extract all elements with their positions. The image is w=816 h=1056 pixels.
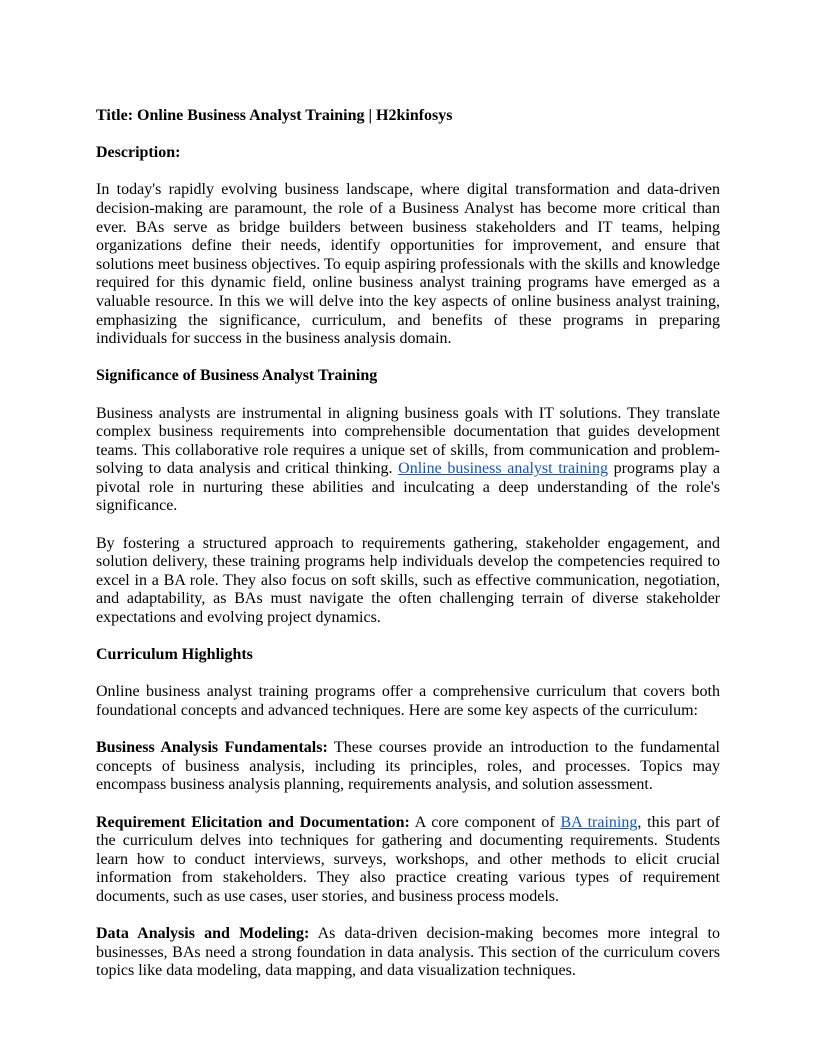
- hyperlink[interactable]: BA training: [560, 813, 638, 831]
- intro-paragraph: [96, 181, 720, 348]
- document-body: [96, 107, 720, 981]
- significance-paragraph-1: [96, 405, 720, 517]
- significance-heading: [96, 367, 720, 386]
- text-run: , this part of the curriculum delves into techniques for gathering and documenting requirements. Students learn how to conduct interviews, surveys, workshops, and other methods to elicit crucial information from stakeholders. They also practice creating various types of requirement documents, such as use cases, user stories, and business process models.: [96, 813, 721, 905]
- significance-paragraph-2: [96, 535, 720, 628]
- hyperlink[interactable]: Online business analyst training: [398, 460, 608, 478]
- curriculum-heading: [96, 646, 720, 665]
- text-run: A core component of: [409, 813, 561, 831]
- bold-text-run: Data Analysis and Modeling:: [96, 925, 310, 943]
- text-run: These courses provide an introduction to the fundamental concepts of business analysis, including its principles, roles, and processes. Topics may encompass business analysis planning, requirements analysis, and solution assessment.: [96, 739, 721, 794]
- doc-title: [96, 107, 720, 126]
- elicitation-paragraph: [96, 814, 720, 907]
- text-run: Business analysts are instrumental in aligning business goals with IT solutions. They translate complex business requirements into comprehensible documentation that guides development teams. This collaborative role requires a unique set of skills, from communication and problem-solving to data analysis and critical thinking.: [96, 404, 720, 478]
- curriculum-intro-paragraph: [96, 683, 720, 720]
- bold-text-run: Significance of Business Analyst Training: [96, 367, 378, 385]
- bold-text-run: Title: Online Business Analyst Training | H2kinfosys: [96, 107, 453, 124]
- text-run: In today's rapidly evolving business landscape, where digital transformation and data-driven decision-making are paramount, the role of a Business Analyst has become more critical than ever. BAs serve as bridge builders between business stakeholders and IT teams, helping organizations define their needs, identify opportunities for improvement, and ensure that solutions meet business objectives. To equip aspiring professionals with the skills and knowledge required for this dynamic field, online business analyst training programs have emerged as a valuable resource. In this we will delve into the key aspects of online business analyst training, emphasizing the significance, curriculum, and benefits of these programs in preparing individuals for success in the business analysis domain.: [96, 181, 720, 348]
- data-analysis-paragraph: [96, 925, 720, 981]
- text-run: By fostering a structured approach to requirements gathering, stakeholder engagement, and solution delivery, these training programs help individuals develop the competencies required to excel in a BA role. They also focus on soft skills, such as effective communication, negotiation, and adaptability, as BAs must navigate the often challenging terrain of diverse stakeholder expectations and evolving project dynamics.: [96, 534, 720, 627]
- text-run: programs play a pivotal role in nurturing these abilities and inculcating a deep understanding of the role's significance.: [96, 460, 721, 515]
- description-label: [96, 144, 720, 163]
- bold-text-run: Business Analysis Fundamentals:: [96, 739, 328, 757]
- bold-text-run: Requirement Elicitation and Documentation:: [96, 813, 410, 831]
- text-run: As data-driven decision-making becomes more integral to businesses, BAs need a strong foundation in data analysis. This section of the curriculum covers topics like data modeling, data mapping, and data visualization techniques.: [96, 925, 721, 980]
- text-run: Online business analyst training programs offer a comprehensive curriculum that covers both foundational concepts and advanced techniques. Here are some key aspects of the curriculum:: [96, 683, 720, 719]
- bold-text-run: Description:: [96, 144, 181, 162]
- fundamentals-paragraph: [96, 739, 720, 795]
- bold-text-run: Curriculum Highlights: [96, 646, 253, 664]
